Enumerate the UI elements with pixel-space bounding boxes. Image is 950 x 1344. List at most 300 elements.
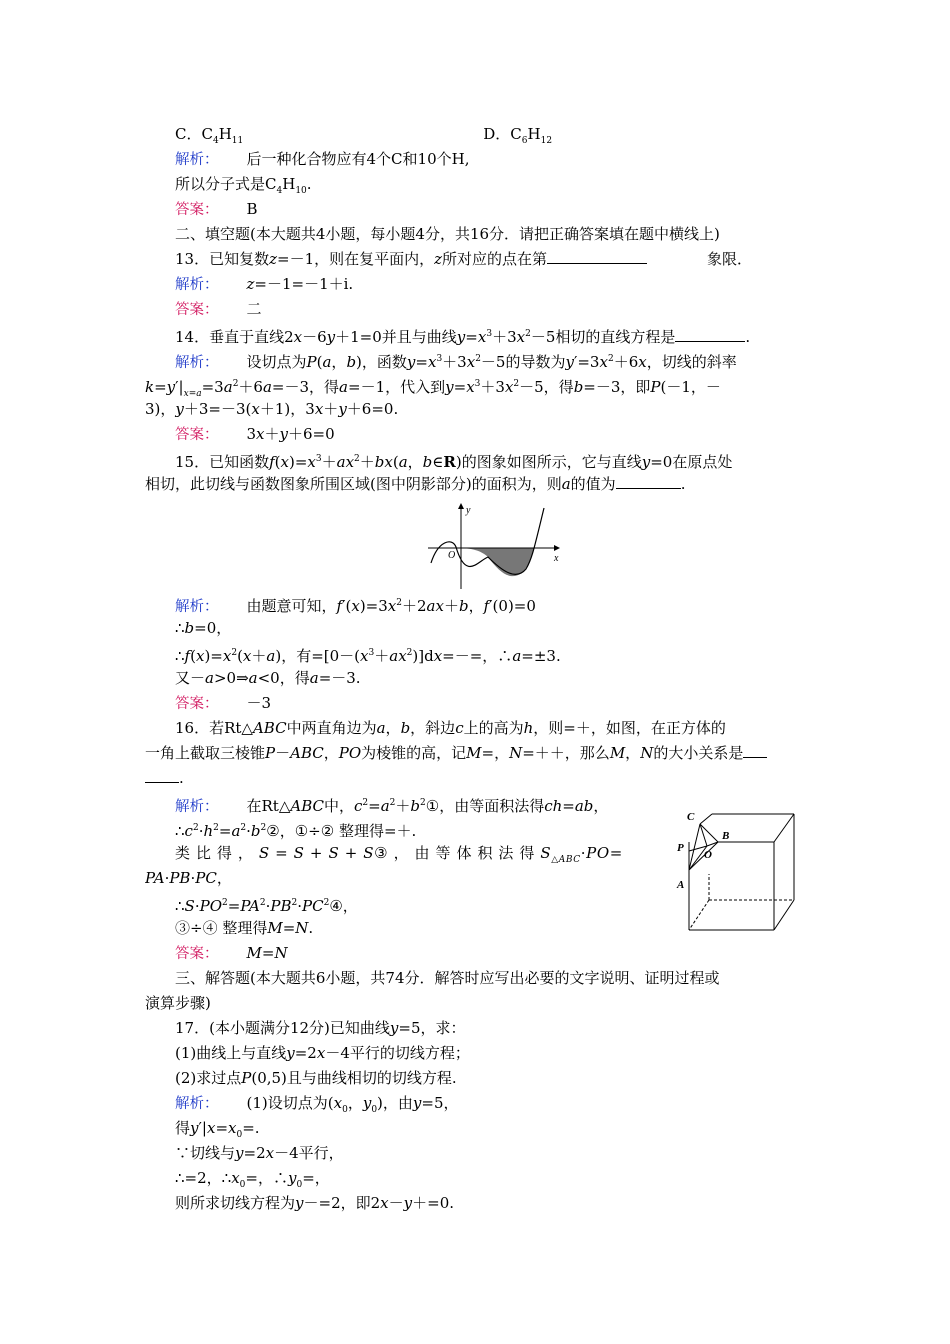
text-run: ( [190, 647, 196, 665]
text-run: y [279, 425, 289, 443]
text-run: y [389, 1019, 399, 1037]
y-axis-arrow [458, 503, 464, 509]
text-run: x [293, 328, 303, 346]
text-run: x [360, 647, 369, 665]
text-run: N [295, 919, 309, 937]
text-run: ′=3 [573, 353, 600, 371]
text-run: (1)设切点为( [246, 1094, 334, 1112]
text-run: ＋6 [613, 353, 639, 371]
text-line [145, 398, 810, 420]
text-run: y [403, 1194, 413, 1212]
text-run: y [175, 400, 184, 418]
answer-blank [616, 474, 681, 489]
text-run: 二 [246, 300, 262, 318]
text-run: R [443, 453, 456, 471]
text-run: 13．已知复数 [175, 250, 270, 268]
text-run: ， [347, 1094, 363, 1112]
text-run: 2 [213, 823, 219, 833]
text-run: y [641, 453, 651, 471]
text-run: · [190, 869, 196, 887]
y-axis-label: y [466, 505, 471, 516]
text-run: h [523, 719, 534, 737]
text-run: 所以分子式是C [175, 175, 277, 193]
text-line [175, 273, 810, 296]
text-run: =－1=－1＋i. [254, 275, 354, 293]
text-line [175, 1017, 810, 1039]
text-run: 二、填空题(本大题共4小题，每小题4分，共16分．请把正确答案填在题中横线上) [175, 225, 720, 243]
text-run: S [328, 844, 340, 862]
text-run: 三、解答题(本大题共6小题，共74分．解答时应写出必要的文字说明、证明过程或 [175, 969, 720, 987]
text-run: y [235, 1144, 244, 1162]
text-line [175, 967, 810, 989]
text-run: x [265, 1144, 275, 1162]
label-o: O [704, 849, 712, 861]
text-run: －4平行， [274, 1144, 344, 1162]
text-run: · [246, 822, 251, 840]
text-run: ∴ [175, 897, 185, 915]
text-run: =－1，则在复平面内， [277, 250, 435, 268]
text-run: PO [338, 744, 362, 762]
text-run: x [427, 353, 437, 371]
text-run: (－1，－ [660, 378, 721, 396]
text-run: 3 [474, 379, 481, 389]
text-run: = [154, 378, 167, 396]
text-run: 2 [192, 823, 199, 833]
text-line [175, 717, 810, 739]
text-run: f [184, 647, 191, 665]
text-run: = [227, 897, 241, 915]
text-run: a [266, 647, 276, 665]
text-run: y [456, 328, 466, 346]
text-run: 2 [420, 798, 426, 808]
text-run: = [562, 797, 575, 815]
text-run: x [380, 1194, 389, 1212]
text-run: 设切点为 [246, 353, 307, 371]
origin-label: O [448, 550, 456, 561]
text-line [175, 942, 810, 965]
text-run: ∈ [432, 453, 444, 471]
text-line [175, 223, 810, 245]
analysis-label: 解析： [175, 1096, 219, 1112]
answer-label: 答案： [175, 946, 219, 962]
text-run: ＋6 [238, 378, 263, 396]
text-run: h [203, 822, 214, 840]
text-run: = [453, 378, 467, 396]
text-run: y [190, 1119, 199, 1137]
text-run: M [609, 744, 626, 762]
text-run: 14．垂直于直线2 [175, 328, 294, 346]
text-run: ， [331, 353, 347, 371]
text-run: x [516, 328, 526, 346]
text-run: y [406, 353, 416, 371]
cube-pyramid-figure [676, 806, 806, 936]
text-run: 0 [239, 1180, 246, 1190]
text-run: a [231, 822, 241, 840]
text-run: (1)曲线上与直线 [175, 1044, 287, 1062]
text-run: PA [240, 897, 260, 915]
text-run: >0⇒ [213, 669, 249, 687]
text-run: ①，由等面积法得 [425, 797, 545, 815]
text-line [175, 148, 810, 171]
text-run: S [293, 844, 305, 862]
text-run: )= [288, 453, 308, 471]
text-line [145, 992, 810, 1014]
answer-label: 答案： [175, 202, 219, 218]
text-run: 类 比 得 ， [175, 844, 254, 862]
text-run: ∵切线与 [175, 1144, 236, 1162]
text-run: . [308, 919, 314, 937]
text-run: ′| [198, 1119, 207, 1137]
text-run: 为棱锥的高，记 [361, 744, 467, 762]
text-run: ，则=＋，如图，在正方体的 [533, 719, 726, 737]
text-run: x [256, 425, 265, 443]
text-run: a [561, 475, 571, 493]
text-run: y [166, 378, 176, 396]
text-run: + [304, 844, 329, 862]
text-run: ，斜边 [410, 719, 456, 737]
text-run: ＋ [395, 797, 411, 815]
text-run: )，由 [377, 1094, 413, 1112]
text-run: y [362, 1094, 372, 1112]
text-run: ＋ [264, 425, 280, 443]
text-run: = [269, 844, 294, 862]
text-line [175, 1042, 810, 1064]
text-run: ＋ [321, 453, 337, 471]
text-run: 2 [260, 823, 267, 833]
text-run: a [376, 719, 386, 737]
text-run: ＋3 [442, 353, 467, 371]
text-line [175, 248, 810, 270]
text-run: 又－ [175, 669, 206, 687]
text-run: ＋6=0. [346, 400, 399, 418]
text-run: a [380, 797, 390, 815]
text-run: 2 [240, 823, 247, 833]
text-run: H [218, 125, 232, 143]
text-run: ax [336, 453, 355, 471]
text-run: ∴ [175, 822, 185, 840]
text-run: －3 [246, 694, 272, 712]
text-run: ③ ， 由 等 体 积 法 得 [374, 844, 541, 862]
answer-blank [743, 743, 767, 758]
text-run: x [280, 453, 289, 471]
text-run: 一角上截取三棱锥 [145, 744, 266, 762]
text-run: a [248, 669, 258, 687]
text-run: ， [323, 744, 339, 762]
text-run: ＋1)，3 [259, 400, 315, 418]
text-run: 得 [175, 1119, 191, 1137]
text-run: x [222, 647, 232, 665]
text-run: M [466, 744, 482, 762]
text-line [145, 767, 810, 789]
text-run: x [387, 597, 397, 615]
text-run: )]d [412, 647, 434, 665]
text-run: 中， [323, 797, 354, 815]
label-a: A [677, 879, 685, 891]
text-run: ， [625, 744, 641, 762]
text-run: =， [302, 1169, 330, 1187]
text-line [145, 742, 810, 764]
text-line [175, 642, 810, 667]
text-run: b [346, 353, 357, 371]
text-run: )的图象如图所示，它与直线 [455, 453, 642, 471]
text-run: N [509, 744, 523, 762]
text-run: = [261, 944, 275, 962]
text-run: ＋ [251, 647, 267, 665]
text-run: y [412, 1094, 422, 1112]
text-run: =－1，代入到 [348, 378, 446, 396]
answer-blank [675, 327, 745, 342]
text-run: 演算步骤) [145, 994, 211, 1012]
text-run: b [458, 597, 469, 615]
text-run: ch [544, 797, 563, 815]
text-run: 3 [315, 454, 322, 464]
text-run: 的大小关系是 [653, 744, 744, 762]
text-run: =－3，即 [583, 378, 651, 396]
text-run: －4平行的切线方程； [325, 1044, 470, 1062]
text-run: PC [302, 897, 324, 915]
text-run: ABC [252, 719, 287, 737]
text-run: M [246, 944, 262, 962]
text-run: x [599, 353, 608, 371]
text-run: . [179, 769, 184, 787]
text-run: =5，求： [398, 1019, 466, 1037]
text-run: 10 [295, 186, 307, 196]
text-run: f [336, 597, 343, 615]
text-run: ( [274, 453, 281, 471]
text-run: b [184, 619, 195, 637]
text-line [175, 1067, 810, 1089]
text-run: 2 [406, 648, 413, 658]
text-run: y [338, 400, 347, 418]
text-run: ＋ [443, 597, 459, 615]
text-run: y [326, 328, 336, 346]
text-run: 2 [354, 454, 360, 464]
text-run: 2 [259, 898, 266, 908]
text-run: 2 [323, 898, 330, 908]
text-run: S [363, 844, 375, 862]
text-run: －6 [302, 328, 327, 346]
text-run: )，有=[0－( [275, 647, 361, 665]
text-line [175, 692, 810, 715]
text-run: △ABC [551, 855, 581, 865]
text-line [175, 323, 810, 348]
text-line [175, 448, 810, 473]
text-run: ， [593, 797, 609, 815]
label-b: B [722, 830, 730, 842]
text-run: = [415, 353, 428, 371]
text-run: 3 [368, 648, 375, 658]
text-run: ′| [175, 378, 184, 396]
text-run: 16．若Rt△ [175, 719, 253, 737]
text-run: 2 [222, 898, 228, 908]
text-run: · [194, 897, 200, 915]
text-line [175, 1142, 810, 1164]
text-run: a [309, 669, 319, 687]
text-run: H [527, 125, 541, 143]
text-run: = [368, 797, 381, 815]
text-run: =＋＋，那么 [522, 744, 610, 762]
text-run: = [465, 328, 478, 346]
text-run: y [286, 1044, 295, 1062]
text-run: = [609, 844, 623, 862]
answer-blank [547, 249, 647, 264]
text-run: =0在原点处 [650, 453, 733, 471]
text-run: z [269, 250, 277, 268]
text-run: x [504, 378, 514, 396]
text-run: C．C [175, 125, 213, 143]
text-line [175, 667, 810, 689]
text-run: ＋ [359, 453, 375, 471]
text-run: a [262, 378, 272, 396]
text-run: 2 [396, 598, 402, 608]
text-run: (2)求过点 [175, 1069, 242, 1087]
answer-label: 答案： [175, 696, 219, 712]
text-run: ABC [290, 744, 324, 762]
text-run: ， [216, 869, 232, 887]
text-line [175, 198, 810, 221]
text-line [145, 473, 810, 495]
text-run: bx [374, 453, 393, 471]
text-run: y [565, 353, 574, 371]
text-run: 所对应的点在第 [442, 250, 548, 268]
text-run: =. [242, 1119, 260, 1137]
text-run: x=a [183, 389, 202, 399]
text-run: =3 [201, 378, 224, 396]
analysis-label: 解析： [175, 277, 219, 293]
text-run: 象限． [707, 250, 753, 268]
text-run: =2 [243, 1144, 266, 1162]
text-run: =－3. [318, 669, 361, 687]
text-run: 4 [276, 186, 283, 196]
x-axis-label: x [554, 553, 559, 564]
text-run: + [339, 844, 364, 862]
text-run: x [307, 453, 316, 471]
text-run: 6 [521, 136, 528, 146]
text-run: =，∴ [245, 1169, 288, 1187]
text-run: x [231, 1169, 240, 1187]
text-run: x [433, 647, 443, 665]
text-run: x [477, 328, 487, 346]
text-run: P [650, 378, 661, 396]
text-run: －5，得 [519, 378, 574, 396]
text-run: 2 [231, 648, 238, 658]
text-run: 11 [231, 136, 244, 146]
text-run: · [297, 897, 303, 915]
text-run: z [246, 275, 255, 293]
text-run: f [483, 597, 490, 615]
text-run: x [195, 647, 205, 665]
text-run: x [466, 378, 475, 396]
text-run: S [184, 897, 195, 915]
text-run: 2 [607, 354, 614, 364]
text-run: ∴ [175, 647, 185, 665]
text-run: 的值为 [570, 475, 616, 493]
text-run: f [269, 453, 275, 471]
text-run: P [306, 353, 317, 371]
text-run: 4 [212, 136, 219, 146]
text-run: ′(0)=0 [489, 597, 536, 615]
text-run: =±3. [521, 647, 561, 665]
text-run: ＋3=－3( [183, 400, 252, 418]
text-run: . [306, 175, 312, 193]
text-run: ②，①÷② 整理得=＋. [266, 822, 417, 840]
text-run: 0 [296, 1180, 303, 1190]
text-run: PB [169, 869, 191, 887]
text-run: ABC [290, 797, 324, 815]
text-run: 2 [525, 329, 531, 339]
text-run: PO [586, 844, 610, 862]
text-run: x [228, 1119, 237, 1137]
text-run: =， [481, 744, 510, 762]
text-line [175, 298, 810, 321]
text-run: x [206, 1119, 216, 1137]
text-run: ， [407, 453, 423, 471]
text-run: 15．已知函数 [175, 453, 270, 471]
text-run: 3)， [145, 400, 176, 418]
text-run: 0 [342, 1105, 348, 1115]
answer-label: 答案： [175, 427, 219, 443]
text-run: ∴ [175, 619, 185, 637]
text-run: b [250, 822, 261, 840]
text-run: y [287, 1169, 297, 1187]
text-run: 12 [540, 136, 553, 146]
text-run: )=3 [359, 597, 388, 615]
text-run: － [388, 1194, 404, 1212]
analysis-label: 解析： [175, 799, 219, 815]
text-run: c [354, 797, 363, 815]
text-run: 则所求切线方程为 [175, 1194, 296, 1212]
text-run: 3 [486, 329, 493, 339]
text-run: b [573, 378, 584, 396]
text-run: N [640, 744, 654, 762]
text-run: PO [199, 897, 222, 915]
x-axis-arrow [554, 545, 560, 551]
label-c: C [687, 811, 695, 823]
text-run: ＋1=0并且与曲线 [335, 328, 457, 346]
text-run: a [398, 453, 408, 471]
text-run: ab [574, 797, 594, 815]
text-run: y [445, 378, 454, 396]
text-run: －5的导数为 [480, 353, 566, 371]
text-run: x [638, 353, 647, 371]
text-run: P [241, 1069, 252, 1087]
text-line [175, 592, 810, 618]
answer-label: 答案： [175, 302, 219, 318]
text-line [175, 617, 810, 639]
text-run: ③÷④ 整理得 [175, 919, 268, 937]
analysis-label: 解析： [175, 152, 219, 168]
text-run: (0,5)且与曲线相切的切线方程. [251, 1069, 457, 1087]
text-run: · [164, 869, 170, 887]
text-run: · [580, 844, 587, 862]
text-run: － [275, 744, 291, 762]
text-run: . [680, 475, 686, 493]
text-run: N [274, 944, 288, 962]
text-run: ＋ [374, 647, 390, 665]
answer-blank [145, 768, 179, 783]
text-run: ，切线的斜率 [646, 353, 737, 371]
text-run: ax [426, 597, 444, 615]
text-run: ( [392, 453, 399, 471]
text-run: <0，得 [257, 669, 310, 687]
text-run: 2 [475, 354, 481, 364]
text-run: －5相切的直线方程是 [530, 328, 676, 346]
text-run: 中两直角边为 [286, 719, 377, 737]
analysis-label: 解析： [175, 355, 219, 371]
text-run: )= [204, 647, 223, 665]
text-run: 由题意可知， [246, 597, 337, 615]
text-run: S [540, 844, 552, 862]
